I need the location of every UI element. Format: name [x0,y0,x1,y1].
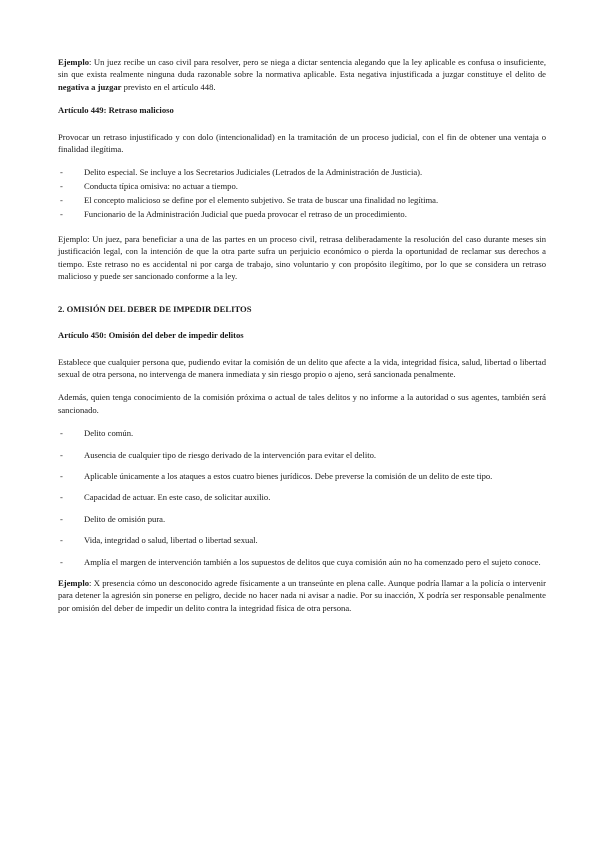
list-item [58,513,546,525]
example-text: : X presencia cómo un desconocido agrede físicamente a un transeúnte en plena calle. Aunque podría llamar a la policía o intervenir para detener la agresión sin ponerse en peligro, decide no hacer nada ni avisar a nadie. Por su inacción, X podría ser responsable penalmente por omisión del deber de impedir un delito contra la integridad física de otra persona. [58,577,546,613]
article-450-para-2: Además, quien tenga conocimiento de la comisión próxima o actual de tales delitos y no informe a la autoridad o sus agentes, también será sancionado. [58,392,546,415]
example-bold-term: negativa a juzgar [58,81,122,92]
article-450-title: : Omisión del deber de impedir delitos [103,330,244,341]
list-item-text: Delito especial. Se incluye a los Secretarios Judiciales (Letrados de la Administración de Justicia). [84,167,423,178]
list-item [58,180,546,192]
article-449-bullets [58,166,546,220]
example-lead: Ejemplo [58,577,90,588]
bullet-dash: - [60,470,63,481]
list-item [58,427,546,439]
article-450-bullets [58,427,546,568]
section-2-heading: 2. OMISIÓN DEL DEBER DE IMPEDIR DELITOS [58,303,252,314]
bullet-dash: - [60,492,63,503]
list-item [58,194,546,206]
article-450-heading [58,329,546,341]
example-text-b: previsto en el artículo 448. [121,81,216,92]
article-449-title: : Retraso malicioso [103,105,174,116]
list-item-text: Vida, integridad o salud, libertad o libertad sexual. [84,535,258,546]
list-item [58,470,546,482]
list-item-text: El concepto malicioso se define por el elemento subjetivo. Se trata de buscar una finalidad no legítima. [84,195,439,206]
bullet-dash: - [60,535,63,546]
list-item-text: Funcionario de la Administración Judicial que pueda provocar el retraso de un procedimiento. [84,209,407,220]
list-item-text: Delito de omisión pura. [84,513,166,524]
list-item-text: Ausencia de cualquier tipo de riesgo derivado de la intervención para evitar el delito. [84,449,377,460]
article-449-label: Artículo 449 [58,105,104,116]
article-449-example: Ejemplo: Un juez, para beneficiar a una de las partes en un proceso civil, retrasa deliberadamente la resolución del caso durante meses sin justificación legal, con la intención de que la otra parte sufra un perjuicio económico o pierda la oportunidad de reclamar sus derechos a tiempo. Este retraso no es accidental ni por carga de trabajo, sino voluntario y con propósito ilegítimo, por lo que se considera un retraso malicioso y puede ser sancionado conforme a la ley. [58,234,546,282]
example-text-a: : Un juez recibe un caso civil para resolver, pero se niega a dictar sentencia alegando que la ley aplicable es confusa o insuficiente, sin que exista realmente ninguna duda razonable sobre la normativa aplicable. Esta negativa injustificada a juzgar constituye el delito de [58,57,546,80]
list-item [58,491,546,503]
bullet-dash: - [60,513,63,524]
bullet-dash: - [60,181,63,192]
article-450-example [58,577,546,614]
bullet-dash: - [60,428,63,439]
list-item-text: Capacidad de actuar. En este caso, de solicitar auxilio. [84,492,271,503]
bullet-dash: - [60,556,63,567]
bullet-dash: - [60,209,63,220]
list-item [58,449,546,461]
bullet-dash: - [60,167,63,178]
list-item-text: Amplía el margen de intervención también a los supuestos de delitos que cuya comisión aún no ha comenzado pero el sujeto conoce. [84,556,541,567]
example-lead: Ejemplo [58,57,90,67]
list-item [58,556,546,568]
example-negativa-juzgar [58,56,546,93]
article-449-heading [58,104,546,116]
list-item-text: Delito común. [84,428,134,439]
article-449-intro: Provocar un retraso injustificado y con dolo (intencionalidad) en la tramitación de un proceso judicial, con el fin de obtener una ventaja o finalidad ilegítima. [58,131,546,155]
bullet-dash: - [60,195,63,206]
list-item [58,534,546,546]
article-450-para-1: Establece que cualquier persona que, pudiendo evitar la comisión de un delito que afecte a la vida, integridad física, salud, libertad o libertad sexual de otra persona, no intervenga de manera inmediata y sin riesgo propio o ajeno, será sancionada penalmente. [58,356,546,379]
list-item [58,208,546,220]
list-item-text: Aplicable únicamente a los ataques a estos cuatro bienes jurídicos. Debe preverse la comisión de un delito de este tipo. [84,470,493,481]
article-450-label: Artículo 450 [58,330,104,341]
bullet-dash: - [60,449,63,460]
list-item [58,166,546,178]
list-item-text: Conducta típica omisiva: no actuar a tiempo. [84,181,238,192]
document-page [58,56,546,614]
